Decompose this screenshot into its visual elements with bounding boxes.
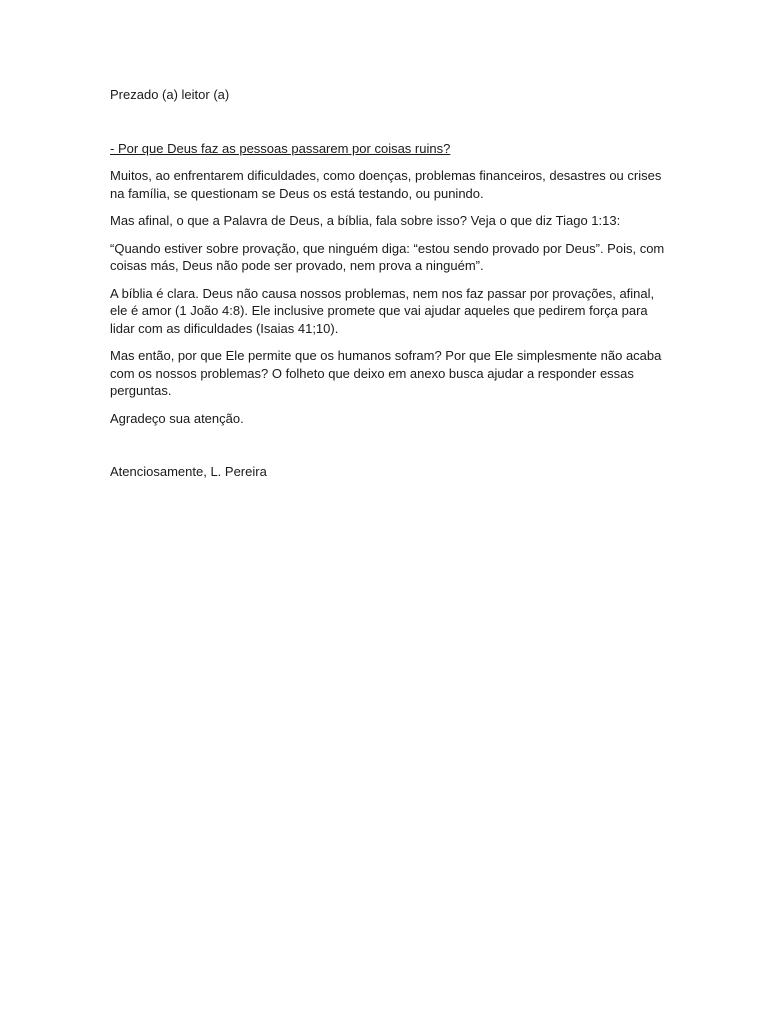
- paragraph-6-thanks: Agradeço sua atenção.: [110, 410, 244, 426]
- paragraph-3-quote: “Quando estiver sobre provação, que ninguém diga: “estou sendo provado por Deus”. Pois, com coisas más, Deus não pode ser provado, nem prova a ninguém”.: [110, 240, 665, 273]
- greeting: Prezado (a) leitor (a): [110, 87, 230, 102]
- paragraph-5: Mas então, por que Ele permite que os humanos sofram? Por que Ele simplesmente não acaba com os nossos problemas? O folheto que deixo em anexo busca ajudar a responder essas perguntas.: [110, 348, 662, 398]
- paragraph-1: Muitos, ao enfrentarem dificuldades, como doenças, problemas financeiros, desastres ou crises na família, se questionam se Deus os está testando, ou punindo.: [110, 168, 662, 201]
- signature: Atenciosamente, L. Pereira: [110, 464, 267, 479]
- paragraph-4: A bíblia é clara. Deus não causa nossos problemas, nem nos faz passar por provações, afinal, ele é amor (1 João 4:8). Ele inclusive promete que vai ajudar aqueles que pedirem força para lidar com as dificuldades (Isaias 41;10).: [110, 285, 655, 336]
- subject-heading: - Por que Deus faz as pessoas passarem por coisas ruins?: [110, 140, 451, 156]
- paragraph-2: Mas afinal, o que a Palavra de Deus, a bíblia, fala sobre isso? Veja o que diz Tiago 1:13:: [110, 213, 621, 228]
